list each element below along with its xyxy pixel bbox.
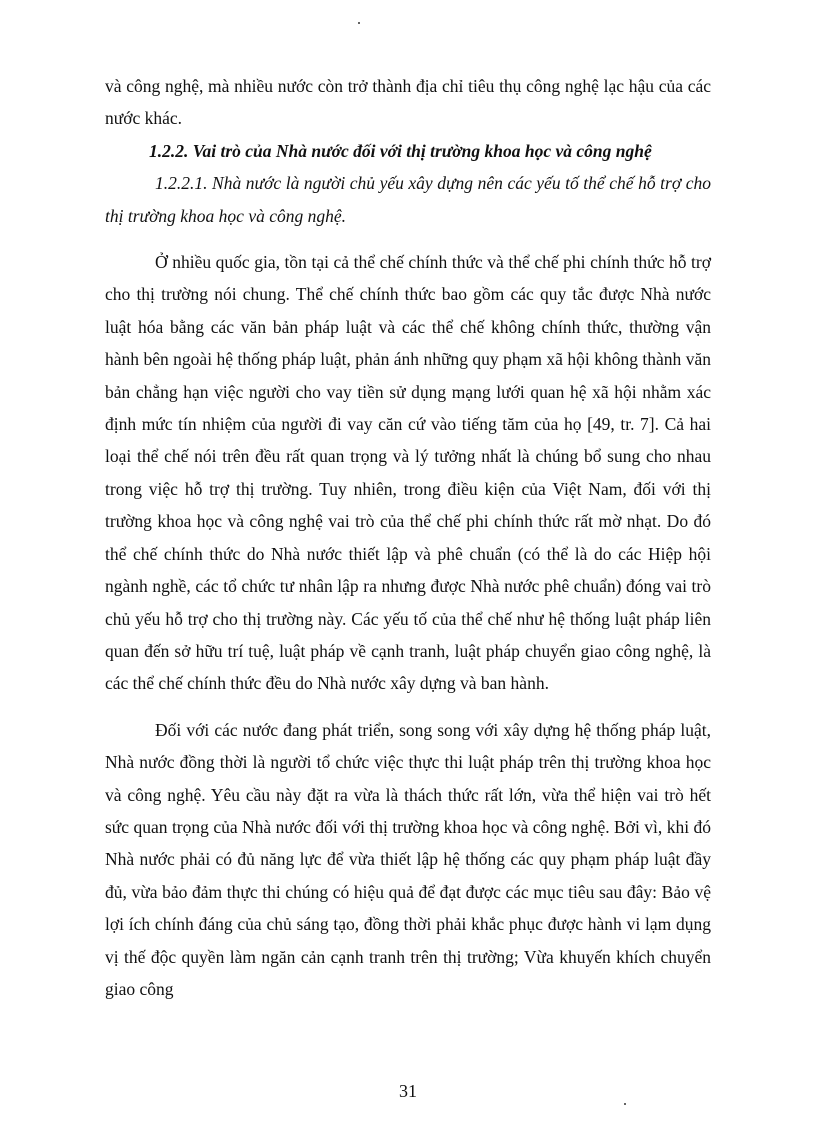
subsection-heading: 1.2.2.1. Nhà nước là người chủ yếu xây dựng nên các yếu tố thể chế hỗ trợ cho thị trường khoa học và công nghệ. (105, 173, 711, 226)
body-paragraph-1: Ở nhiều quốc gia, tồn tại cả thể chế chính thức và thể chế phi chính thức hỗ trợ cho thị trường nói chung. Thể chế chính thức bao gồm các quy tắc được Nhà nước luật hóa bằng các văn bản pháp luật và các thể chế không chính thức, thường vận hành bên ngoài hệ thống pháp luật, phản ánh những quy phạm xã hội không thành văn bản chẳng hạn việc người cho vay tiền sử dụng mạng lưới quan hệ xã hội nhằm xác định mức tín nhiệm của người đi vay căn cứ vào tiếng tăm của họ [49, tr. 7]. Cả hai loại thể chế nói trên đều rất quan trọng và lý tưởng nhất là chúng bổ sung cho nhau trong việc hỗ trợ thị trường. Tuy nhiên, trong điều kiện của Việt Nam, đối với thị trường khoa học và công nghệ vai trò của thể chế phi chính thức rất mờ nhạt. Do đó thể chế chính thức do Nhà nước thiết lập và phê chuẩn (có thể là do các Hiệp hội ngành nghề, các tổ chức tư nhân lập ra nhưng được Nhà nước phê chuẩn) đóng vai trò chủ yếu hỗ trợ cho thị trường này. Các yếu tố của thể chế như hệ thống luật pháp liên quan đến sở hữu trí tuệ, luật pháp về cạnh tranh, luật pháp chuyển giao công nghệ, là các thể chế chính thức đều do Nhà nước xây dựng và ban hành. (105, 252, 711, 694)
scan-speck (358, 22, 360, 24)
body-paragraph-2: Đối với các nước đang phát triển, song song với xây dựng hệ thống pháp luật, Nhà nước đồng thời là người tổ chức việc thực thi luật pháp trên thị trường khoa học và công nghệ. Yêu cầu này đặt ra vừa là thách thức rất lớn, vừa thể hiện vai trò hết sức quan trọng của Nhà nước đối với thị trường khoa học và công nghệ. Bởi vì, khi đó Nhà nước phải có đủ năng lực để vừa thiết lập hệ thống các quy phạm pháp luật đầy đủ, vừa bảo đảm thực thi chúng có hiệu quả để đạt được các mục tiêu sau đây: Bảo vệ lợi ích chính đáng của chủ sáng tạo, đồng thời phải khắc phục được hành vi lạm dụng vị thế độc quyền làm ngăn cản cạnh tranh trên thị trường; Vừa khuyến khích chuyển giao công (105, 719, 711, 999)
document-page (105, 70, 711, 1005)
scan-speck (624, 1103, 626, 1105)
section-heading: 1.2.2. Vai trò của Nhà nước đối với thị trường khoa học và công nghệ (149, 140, 652, 161)
intro-paragraph: và công nghệ, mà nhiều nước còn trở thành địa chỉ tiêu thụ công nghệ lạc hậu của các nước khác. (105, 76, 711, 129)
page-number: 31 (399, 1081, 417, 1101)
